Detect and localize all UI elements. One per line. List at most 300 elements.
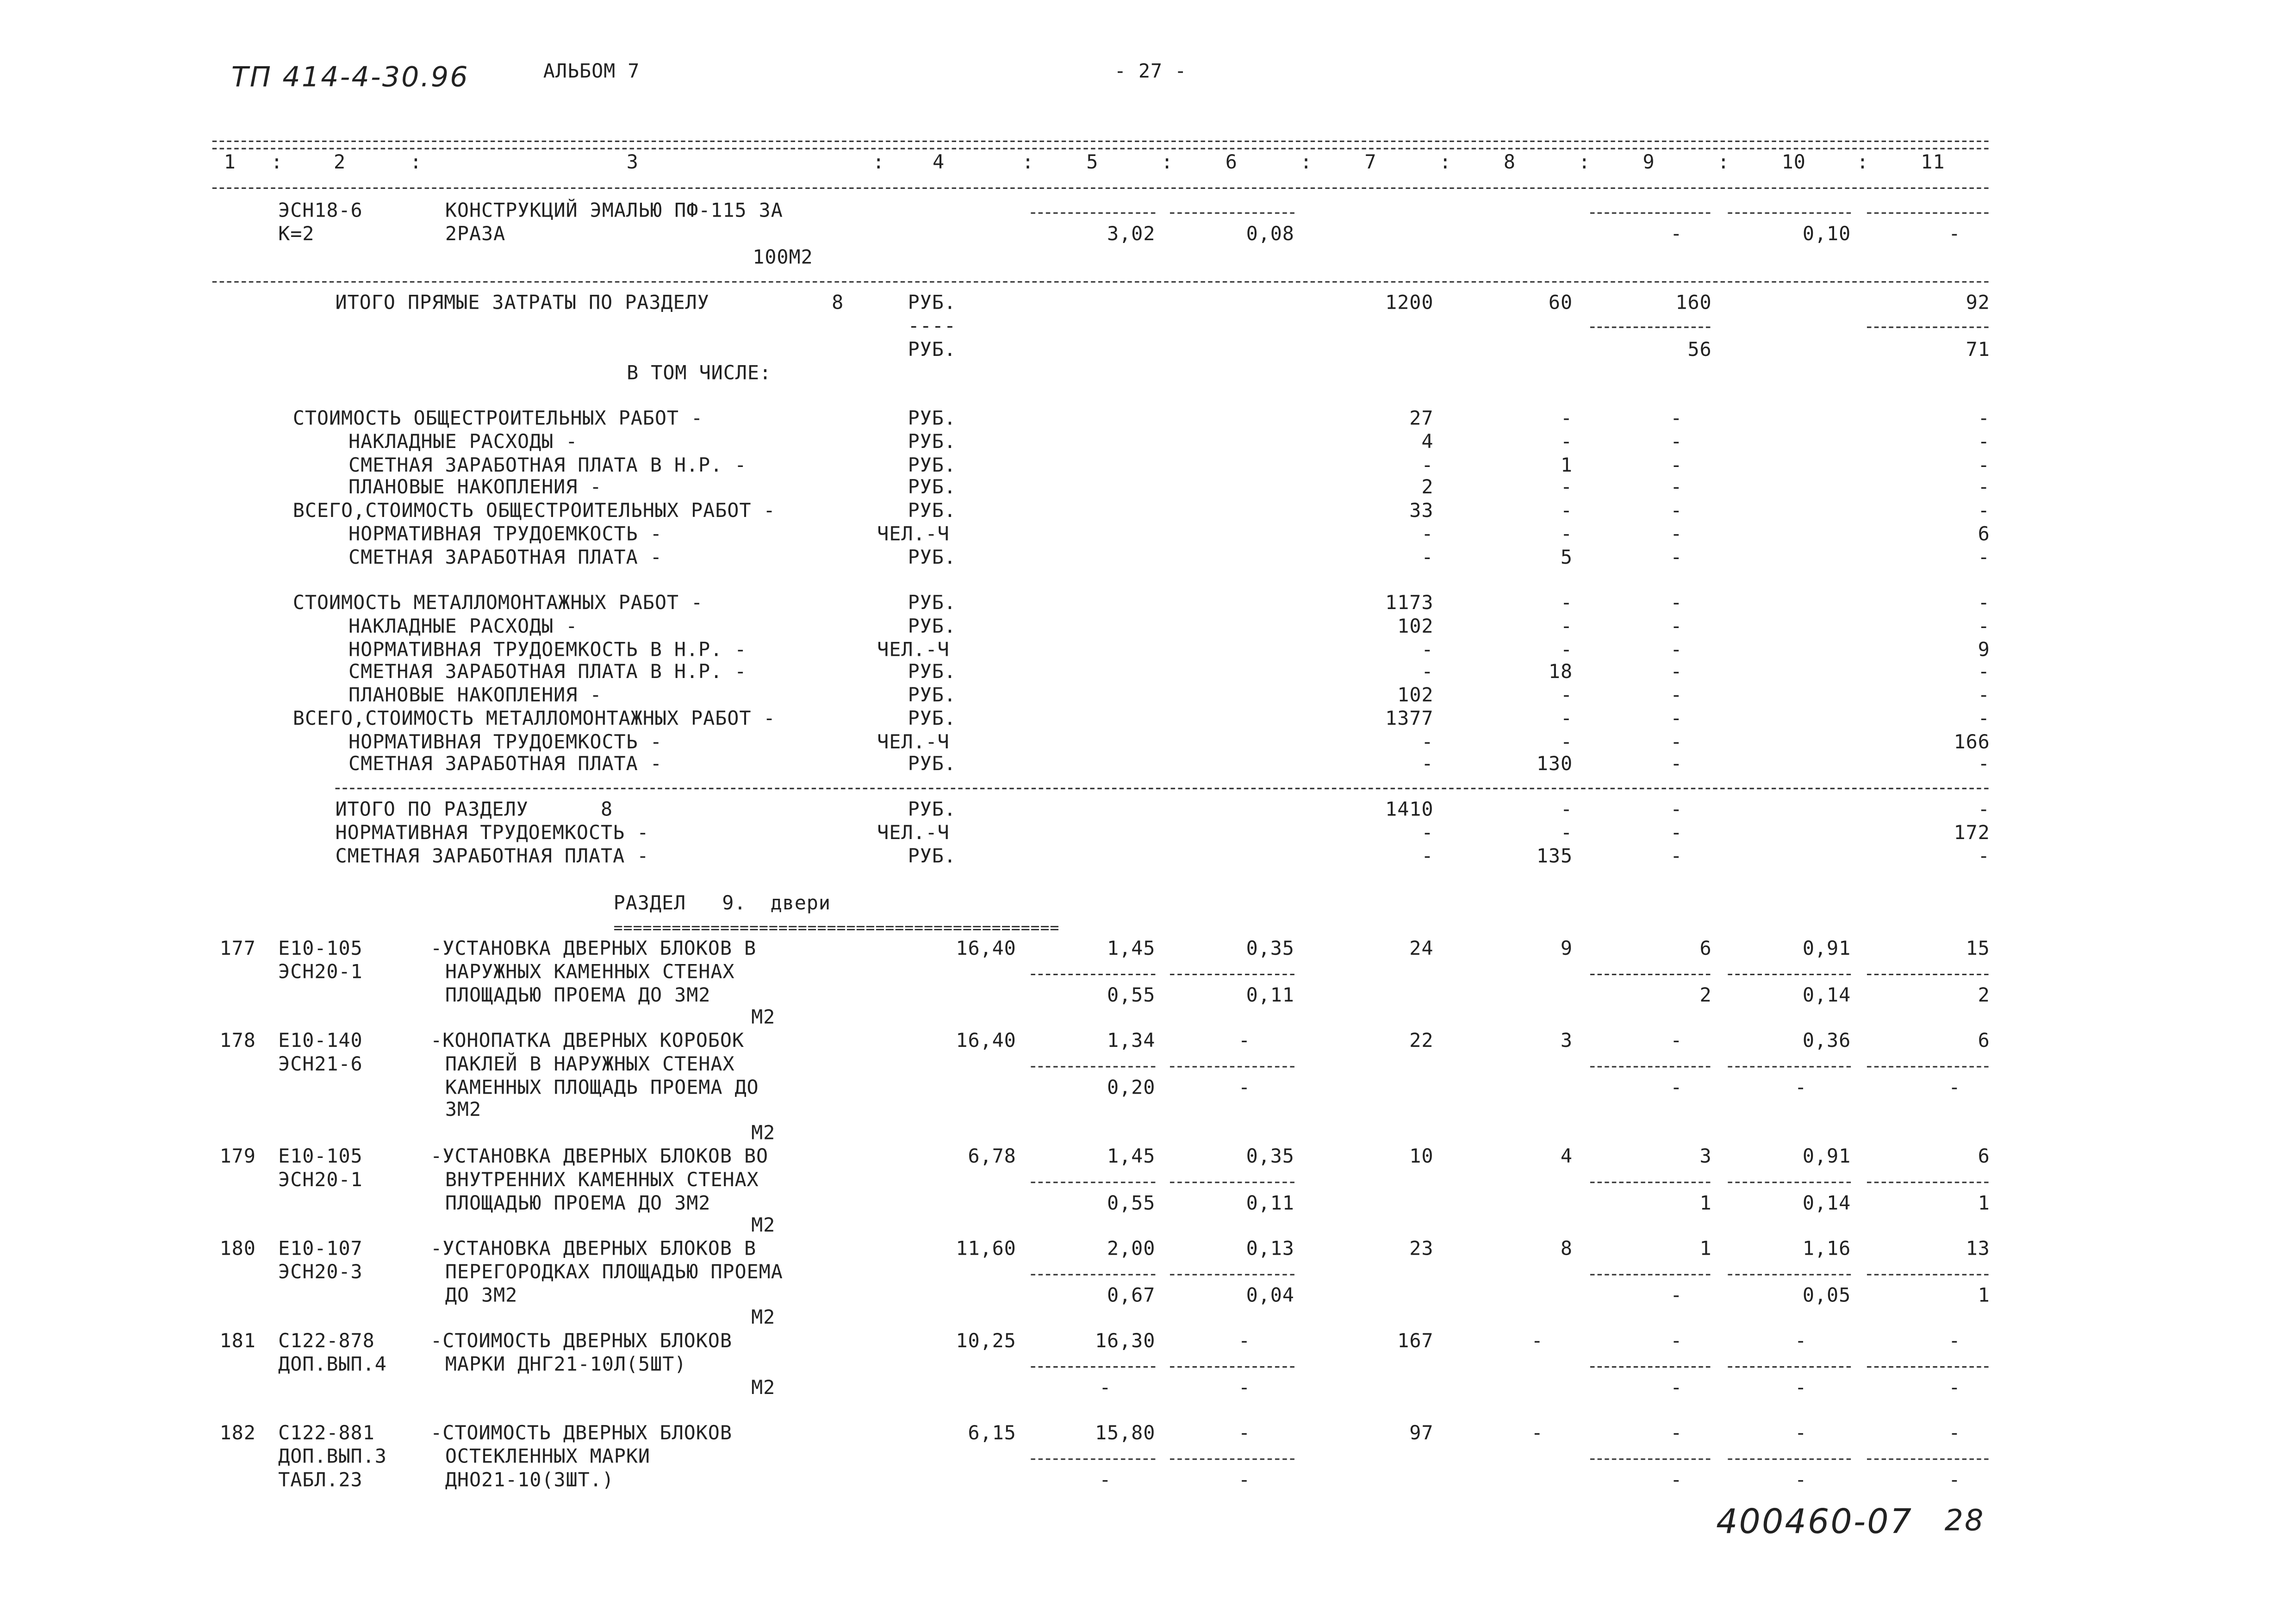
met-value: 9 bbox=[1978, 639, 1990, 661]
item-desc: ПЛОЩАДЬЮ ПРОЕМА ДО 3М2 bbox=[445, 984, 711, 1007]
met-value: - bbox=[1978, 708, 1990, 730]
item-unit: М2 bbox=[751, 1123, 776, 1145]
item-unit: М2 bbox=[751, 1215, 776, 1238]
met-value: - bbox=[1560, 593, 1573, 615]
item-value: 22 bbox=[1409, 1031, 1434, 1053]
tot-unit: ЧЕЛ.-Ч bbox=[877, 822, 950, 845]
cont-desc: 2РАЗА bbox=[445, 224, 506, 246]
column-separator: : bbox=[1439, 152, 1452, 174]
item-desc: -УСТАНОВКА ДВЕРНЫХ БЛОКОВ В bbox=[430, 1238, 757, 1261]
item-value: - bbox=[1795, 1423, 1807, 1445]
page-number: - 27 - bbox=[1114, 61, 1187, 84]
tot-unit: РУБ. bbox=[908, 846, 956, 868]
cell-separator bbox=[1728, 1458, 1851, 1460]
item-value: - bbox=[1670, 1331, 1683, 1353]
item-value: 1 bbox=[1699, 1238, 1712, 1261]
met-value: - bbox=[1978, 685, 1990, 708]
incl-label: В ТОМ ЧИСЛЕ: bbox=[627, 363, 772, 386]
item-value: - bbox=[1795, 1469, 1807, 1492]
cont-unit: 100М2 bbox=[753, 247, 813, 270]
column-header-1: 1 bbox=[224, 152, 236, 174]
item-value: 6 bbox=[1978, 1146, 1990, 1169]
met-label: СМЕТНАЯ ЗАРАБОТНАЯ ПЛАТА В Н.Р. - bbox=[348, 662, 747, 684]
gen-value: - bbox=[1421, 454, 1434, 477]
item-value: - bbox=[1948, 1331, 1961, 1353]
tot-value: - bbox=[1670, 822, 1683, 845]
cell-separator bbox=[1031, 212, 1155, 214]
column-separator: : bbox=[1717, 152, 1730, 174]
column-separator: : bbox=[1856, 152, 1869, 174]
item-value: - bbox=[1795, 1077, 1807, 1099]
cell-separator bbox=[1590, 212, 1710, 214]
item-code: Е10-140 bbox=[278, 1031, 363, 1053]
item-value: - bbox=[1948, 1377, 1961, 1400]
met-value: - bbox=[1670, 616, 1683, 638]
item-value: 1,16 bbox=[1802, 1238, 1851, 1261]
cell-separator bbox=[1590, 1066, 1710, 1067]
handwritten-stamp: 400460-07 bbox=[1716, 1504, 1913, 1542]
gen-label: НАКЛАДНЫЕ РАСХОДЫ - bbox=[348, 431, 578, 454]
gen-value: - bbox=[1421, 523, 1434, 546]
item-number: 180 bbox=[219, 1238, 256, 1261]
gen-unit: РУБ. bbox=[908, 547, 956, 569]
item-value: 0,04 bbox=[1246, 1285, 1294, 1307]
met-value: - bbox=[1560, 639, 1573, 661]
item-quantity: 16,40 bbox=[956, 939, 1016, 961]
cell-separator bbox=[1867, 1274, 1989, 1276]
gen-unit: РУБ. bbox=[908, 454, 956, 477]
item-desc: ДО 3М2 bbox=[445, 1285, 518, 1307]
item-value: 167 bbox=[1397, 1331, 1434, 1353]
table-top-rule-2 bbox=[212, 148, 1989, 149]
item-desc: ОСТЕКЛЕННЫХ МАРКИ bbox=[445, 1446, 651, 1468]
item-number: 179 bbox=[219, 1146, 256, 1169]
item-value: 1 bbox=[1978, 1285, 1990, 1307]
item-code: ТАБЛ.23 bbox=[278, 1469, 363, 1492]
item-value: - bbox=[1795, 1331, 1807, 1353]
item-value: 13 bbox=[1966, 1238, 1990, 1261]
item-desc: -УСТАНОВКА ДВЕРНЫХ БЛОКОВ ВО bbox=[430, 1146, 769, 1169]
met-label: СМЕТНАЯ ЗАРАБОТНАЯ ПЛАТА - bbox=[348, 754, 662, 777]
item-code: ЭСН20-1 bbox=[278, 961, 363, 984]
album-label: АЛЬБОМ 7 bbox=[543, 61, 640, 84]
item-desc: -КОНОПАТКА ДВЕРНЫХ КОРОБОК bbox=[430, 1031, 745, 1053]
met-value: 130 bbox=[1536, 754, 1573, 777]
item-code: ДОП.ВЫП.3 bbox=[278, 1446, 387, 1468]
tot-value: - bbox=[1978, 846, 1990, 868]
item-value: 16,30 bbox=[1095, 1331, 1156, 1353]
total-value: 160 bbox=[1675, 292, 1712, 315]
section-title: РАЗДЕЛ 9. двери bbox=[613, 893, 831, 915]
gen-label: НОРМАТИВНАЯ ТРУДОЕМКОСТЬ - bbox=[348, 523, 662, 546]
column-header-7: 7 bbox=[1364, 152, 1377, 174]
cell-separator bbox=[1867, 327, 1989, 328]
item-value: 0,20 bbox=[1107, 1077, 1156, 1099]
cell-separator bbox=[1170, 1274, 1294, 1276]
gen-value: - bbox=[1978, 547, 1990, 569]
cont-value: 0,10 bbox=[1802, 224, 1851, 246]
cell-separator bbox=[1170, 1458, 1294, 1460]
direct-total-section: 8 bbox=[832, 292, 844, 315]
met-label: НОРМАТИВНАЯ ТРУДОЕМКОСТЬ В Н.Р. - bbox=[348, 639, 747, 661]
column-header-8: 8 bbox=[1503, 152, 1516, 174]
direct-total-unit: РУБ. bbox=[908, 292, 956, 315]
column-header-2: 2 bbox=[333, 152, 346, 174]
item-value: 0,67 bbox=[1107, 1285, 1156, 1307]
cell-separator bbox=[1728, 974, 1851, 975]
column-separator: : bbox=[410, 152, 422, 174]
item-value: 0,14 bbox=[1802, 984, 1851, 1007]
cell-separator bbox=[1590, 1274, 1710, 1276]
met-unit: РУБ. bbox=[908, 685, 956, 708]
item-desc: -УСТАНОВКА ДВЕРНЫХ БЛОКОВ В bbox=[430, 939, 757, 961]
gen-value: - bbox=[1560, 523, 1573, 546]
item-value: 0,55 bbox=[1107, 984, 1156, 1007]
met-value: - bbox=[1978, 662, 1990, 684]
cell-separator bbox=[1728, 1182, 1851, 1183]
item-code: Е10-105 bbox=[278, 1146, 363, 1169]
gen-value: - bbox=[1978, 501, 1990, 523]
item-value: - bbox=[1948, 1077, 1961, 1099]
column-separator: : bbox=[1300, 152, 1313, 174]
gen-value: - bbox=[1670, 454, 1683, 477]
column-header-6: 6 bbox=[1225, 152, 1238, 174]
item-number: 178 bbox=[219, 1031, 256, 1053]
cell-separator bbox=[1170, 212, 1294, 214]
item-value: - bbox=[1238, 1331, 1251, 1353]
item-value: 0,11 bbox=[1246, 1192, 1294, 1215]
cell-separator bbox=[1728, 1066, 1851, 1067]
direct-total-unit: РУБ. bbox=[908, 340, 956, 362]
met-value: - bbox=[1421, 731, 1434, 753]
met-value: 102 bbox=[1397, 685, 1434, 708]
met-value: - bbox=[1421, 639, 1434, 661]
tot-value: - bbox=[1978, 799, 1990, 821]
item-value: 1,34 bbox=[1107, 1031, 1156, 1053]
section-rule bbox=[212, 281, 1989, 282]
met-value: - bbox=[1978, 593, 1990, 615]
item-code: ДОП.ВЫП.4 bbox=[278, 1354, 387, 1376]
met-label: НАКЛАДНЫЕ РАСХОДЫ - bbox=[348, 616, 578, 638]
item-quantity: 11,60 bbox=[956, 1238, 1016, 1261]
met-value: 102 bbox=[1397, 616, 1434, 638]
cell-separator bbox=[1170, 1366, 1294, 1368]
cell-separator bbox=[1867, 974, 1989, 975]
cell-separator bbox=[1867, 1458, 1989, 1460]
gen-label: СТОИМОСТЬ ОБЩЕСТРОИТЕЛЬНЫХ РАБОТ - bbox=[292, 408, 703, 431]
item-value: 8 bbox=[1560, 1238, 1573, 1261]
tot-value: 172 bbox=[1954, 822, 1990, 845]
item-value: - bbox=[1238, 1077, 1251, 1099]
gen-value: - bbox=[1560, 408, 1573, 431]
met-value: - bbox=[1421, 662, 1434, 684]
column-separator: : bbox=[872, 152, 885, 174]
met-value: - bbox=[1560, 616, 1573, 638]
gen-value: - bbox=[1670, 523, 1683, 546]
cell-separator bbox=[1728, 1366, 1851, 1368]
tot-label: ИТОГО ПО РАЗДЕЛУ 8 bbox=[335, 799, 613, 821]
item-value: 2 bbox=[1699, 984, 1712, 1007]
item-desc: -СТОИМОСТЬ ДВЕРНЫХ БЛОКОВ bbox=[430, 1423, 732, 1445]
doc-code: ТП 414-4-30.96 bbox=[231, 61, 469, 94]
item-value: 0,35 bbox=[1246, 939, 1294, 961]
column-separator: : bbox=[1022, 152, 1034, 174]
item-desc: ПЕРЕГОРОДКАХ ПЛОЩАДЬЮ ПРОЕМА bbox=[445, 1262, 783, 1284]
column-header-10: 10 bbox=[1781, 152, 1806, 174]
item-code: Е10-105 bbox=[278, 939, 363, 961]
met-value: - bbox=[1670, 754, 1683, 777]
item-value: - bbox=[1670, 1077, 1683, 1099]
column-separator: : bbox=[1161, 152, 1174, 174]
met-label: ПЛАНОВЫЕ НАКОПЛЕНИЯ - bbox=[348, 685, 602, 708]
item-value: 0,11 bbox=[1246, 984, 1294, 1007]
item-value: - bbox=[1531, 1423, 1543, 1445]
item-unit: М2 bbox=[751, 1377, 776, 1400]
item-value: 0,05 bbox=[1802, 1285, 1851, 1307]
gen-label: СМЕТНАЯ ЗАРАБОТНАЯ ПЛАТА - bbox=[348, 547, 662, 569]
item-value: 15 bbox=[1966, 939, 1990, 961]
item-value: - bbox=[1670, 1423, 1683, 1445]
met-value: - bbox=[1560, 731, 1573, 753]
gen-unit: РУБ. bbox=[908, 431, 956, 454]
gen-value: 5 bbox=[1560, 547, 1573, 569]
gen-value: 27 bbox=[1409, 408, 1434, 431]
item-value: 2,00 bbox=[1107, 1238, 1156, 1261]
cell-separator bbox=[1867, 1182, 1989, 1183]
gen-label: ПЛАНОВЫЕ НАКОПЛЕНИЯ - bbox=[348, 478, 602, 500]
cell-separator bbox=[1867, 1366, 1989, 1368]
item-value: 1 bbox=[1699, 1192, 1712, 1215]
item-value: 0,91 bbox=[1802, 939, 1851, 961]
met-value: - bbox=[1560, 708, 1573, 730]
item-desc: ПЛОЩАДЬЮ ПРОЕМА ДО 3М2 bbox=[445, 1192, 711, 1215]
met-value: 18 bbox=[1548, 662, 1573, 684]
item-value: - bbox=[1948, 1423, 1961, 1445]
cell-separator bbox=[1867, 1066, 1989, 1067]
item-number: 182 bbox=[219, 1423, 256, 1445]
item-value: - bbox=[1238, 1377, 1251, 1400]
met-value: - bbox=[1670, 639, 1683, 661]
cont-value: 0,08 bbox=[1246, 224, 1294, 246]
cell-separator bbox=[1170, 974, 1294, 975]
tot-value: - bbox=[1560, 799, 1573, 821]
met-value: - bbox=[1670, 731, 1683, 753]
tot-value: - bbox=[1421, 846, 1434, 868]
item-value: 10 bbox=[1409, 1146, 1434, 1169]
cell-separator bbox=[1728, 212, 1851, 214]
item-value: 3 bbox=[1560, 1031, 1573, 1053]
item-value: 1,45 bbox=[1107, 1146, 1156, 1169]
item-desc: МАРКИ ДНГ21-10Л(5ШТ) bbox=[445, 1354, 687, 1376]
column-separator: : bbox=[271, 152, 283, 174]
met-value: 1173 bbox=[1385, 593, 1434, 615]
gen-value: - bbox=[1978, 454, 1990, 477]
header-bottom-rule bbox=[212, 187, 1989, 189]
item-value: - bbox=[1099, 1469, 1112, 1492]
gen-value: - bbox=[1670, 501, 1683, 523]
gen-value: 2 bbox=[1421, 478, 1434, 500]
gen-value: 33 bbox=[1409, 501, 1434, 523]
gen-label: ВСЕГО,СТОИМОСТЬ ОБЩЕСТРОИТЕЛЬНЫХ РАБОТ - bbox=[292, 501, 776, 523]
cell-separator bbox=[1590, 327, 1710, 328]
met-value: - bbox=[1978, 616, 1990, 638]
gen-value: - bbox=[1421, 547, 1434, 569]
item-unit: М2 bbox=[751, 1008, 776, 1030]
cell-separator bbox=[1590, 1366, 1710, 1368]
cont-value: 3,02 bbox=[1107, 224, 1156, 246]
total-value: 71 bbox=[1966, 340, 1990, 362]
gen-unit: ЧЕЛ.-Ч bbox=[877, 523, 950, 546]
met-unit: РУБ. bbox=[908, 708, 956, 730]
item-value: 4 bbox=[1560, 1146, 1573, 1169]
item-value: 0,13 bbox=[1246, 1238, 1294, 1261]
item-code: С122-878 bbox=[278, 1331, 375, 1353]
item-desc: ВНУТРЕННИХ КАМЕННЫХ СТЕНАХ bbox=[445, 1170, 759, 1192]
item-code: ЭСН20-3 bbox=[278, 1262, 363, 1284]
met-value: 1377 bbox=[1385, 708, 1434, 730]
item-code: ЭСН21-6 bbox=[278, 1054, 363, 1076]
item-value: - bbox=[1795, 1377, 1807, 1400]
gen-value: 6 bbox=[1978, 523, 1990, 546]
met-label: НОРМАТИВНАЯ ТРУДОЕМКОСТЬ - bbox=[348, 731, 662, 753]
item-value: 0,55 bbox=[1107, 1192, 1156, 1215]
cell-separator bbox=[1867, 212, 1989, 214]
gen-value: - bbox=[1978, 408, 1990, 431]
item-value: - bbox=[1670, 1377, 1683, 1400]
direct-total-label: ИТОГО ПРЯМЫЕ ЗАТРАТЫ ПО РАЗДЕЛУ bbox=[335, 292, 709, 315]
gen-value: - bbox=[1560, 431, 1573, 454]
cell-separator bbox=[1031, 1366, 1155, 1368]
item-value: - bbox=[1099, 1377, 1112, 1400]
tot-value: 1410 bbox=[1385, 799, 1434, 821]
tot-label: НОРМАТИВНАЯ ТРУДОЕМКОСТЬ - bbox=[335, 822, 649, 845]
item-desc: ДНО21-10(3ШТ.) bbox=[445, 1469, 614, 1492]
gen-value: - bbox=[1670, 408, 1683, 431]
section-title-rule: ============================================== bbox=[613, 919, 1060, 937]
tot-label: СМЕТНАЯ ЗАРАБОТНАЯ ПЛАТА - bbox=[335, 846, 649, 868]
tot-value: - bbox=[1670, 846, 1683, 868]
column-header-4: 4 bbox=[933, 152, 945, 174]
cell-separator bbox=[1590, 1182, 1710, 1183]
item-value: - bbox=[1670, 1469, 1683, 1492]
item-quantity: 10,25 bbox=[956, 1331, 1016, 1353]
item-value: 6 bbox=[1699, 939, 1712, 961]
gen-label: СМЕТНАЯ ЗАРАБОТНАЯ ПЛАТА В Н.Р. - bbox=[348, 454, 747, 477]
cell-separator bbox=[1031, 1182, 1155, 1183]
met-value: - bbox=[1670, 593, 1683, 615]
gen-unit: РУБ. bbox=[908, 478, 956, 500]
column-header-3: 3 bbox=[626, 152, 639, 174]
cont-value: - bbox=[1948, 224, 1961, 246]
tot-value: - bbox=[1421, 822, 1434, 845]
item-value: - bbox=[1948, 1469, 1961, 1492]
gen-unit: РУБ. bbox=[908, 501, 956, 523]
item-desc: 3М2 bbox=[445, 1100, 482, 1122]
met-unit: ЧЕЛ.-Ч bbox=[877, 639, 950, 661]
item-value: 15,80 bbox=[1095, 1423, 1156, 1445]
item-value: 1 bbox=[1978, 1192, 1990, 1215]
cont-code: ЭСН18-6 bbox=[278, 200, 363, 223]
cell-separator bbox=[1031, 1274, 1155, 1276]
gen-value: - bbox=[1670, 478, 1683, 500]
item-quantity: 6,15 bbox=[968, 1423, 1016, 1445]
met-value: - bbox=[1978, 754, 1990, 777]
direct-total-underline: ---- bbox=[908, 316, 956, 338]
item-value: 9 bbox=[1560, 939, 1573, 961]
met-unit: РУБ. bbox=[908, 662, 956, 684]
gen-value: - bbox=[1978, 478, 1990, 500]
column-header-5: 5 bbox=[1086, 152, 1099, 174]
tot-value: - bbox=[1670, 799, 1683, 821]
total-value: 92 bbox=[1966, 292, 1990, 315]
gen-value: - bbox=[1560, 478, 1573, 500]
met-value: 166 bbox=[1954, 731, 1990, 753]
met-unit: ЧЕЛ.-Ч bbox=[877, 731, 950, 753]
met-value: - bbox=[1670, 662, 1683, 684]
item-code: С122-881 bbox=[278, 1423, 375, 1445]
gen-unit: РУБ. bbox=[908, 408, 956, 431]
met-label: СТОИМОСТЬ МЕТАЛЛОМОНТАЖНЫХ РАБОТ - bbox=[292, 593, 703, 615]
item-value: 23 bbox=[1409, 1238, 1434, 1261]
item-desc: НАРУЖНЫХ КАМЕННЫХ СТЕНАХ bbox=[445, 961, 735, 984]
item-value: - bbox=[1238, 1469, 1251, 1492]
item-value: 1,45 bbox=[1107, 939, 1156, 961]
gen-value: - bbox=[1670, 547, 1683, 569]
item-value: - bbox=[1670, 1285, 1683, 1307]
item-number: 181 bbox=[219, 1331, 256, 1353]
cell-separator bbox=[1031, 974, 1155, 975]
item-quantity: 6,78 bbox=[968, 1146, 1016, 1169]
table-top-rule bbox=[212, 141, 1989, 142]
item-desc: ПАКЛЕЙ В НАРУЖНЫХ СТЕНАХ bbox=[445, 1054, 735, 1076]
item-code: Е10-107 bbox=[278, 1238, 363, 1261]
item-desc: -СТОИМОСТЬ ДВЕРНЫХ БЛОКОВ bbox=[430, 1331, 732, 1353]
cell-separator bbox=[1728, 1274, 1851, 1276]
gen-value: - bbox=[1560, 501, 1573, 523]
met-unit: РУБ. bbox=[908, 616, 956, 638]
gen-value: - bbox=[1670, 431, 1683, 454]
met-value: - bbox=[1670, 685, 1683, 708]
column-header-11: 11 bbox=[1921, 152, 1945, 174]
met-value: - bbox=[1670, 708, 1683, 730]
cont-code: К=2 bbox=[278, 224, 315, 246]
item-value: 0,36 bbox=[1802, 1031, 1851, 1053]
item-value: 0,91 bbox=[1802, 1146, 1851, 1169]
item-desc: КАМЕННЫХ ПЛОЩАДЬ ПРОЕМА ДО bbox=[445, 1077, 759, 1099]
cell-separator bbox=[1590, 974, 1710, 975]
column-header-9: 9 bbox=[1643, 152, 1655, 174]
item-number: 177 bbox=[219, 939, 256, 961]
cell-separator bbox=[1170, 1182, 1294, 1183]
handwritten-page: 28 bbox=[1944, 1502, 1985, 1538]
gen-value: - bbox=[1978, 431, 1990, 454]
item-value: - bbox=[1238, 1423, 1251, 1445]
column-separator: : bbox=[1578, 152, 1591, 174]
tot-value: - bbox=[1560, 822, 1573, 845]
tot-value: 135 bbox=[1536, 846, 1573, 868]
cell-separator bbox=[1031, 1458, 1155, 1460]
item-value: 2 bbox=[1978, 984, 1990, 1007]
gen-value: 4 bbox=[1421, 431, 1434, 454]
item-value: - bbox=[1238, 1031, 1251, 1053]
gen-value: 1 bbox=[1560, 454, 1573, 477]
met-value: - bbox=[1560, 685, 1573, 708]
cell-separator bbox=[1170, 1066, 1294, 1067]
cell-separator bbox=[1590, 1458, 1710, 1460]
met-label: ВСЕГО,СТОИМОСТЬ МЕТАЛЛОМОНТАЖНЫХ РАБОТ - bbox=[292, 708, 776, 730]
cont-value: - bbox=[1670, 224, 1683, 246]
item-value: 6 bbox=[1978, 1031, 1990, 1053]
